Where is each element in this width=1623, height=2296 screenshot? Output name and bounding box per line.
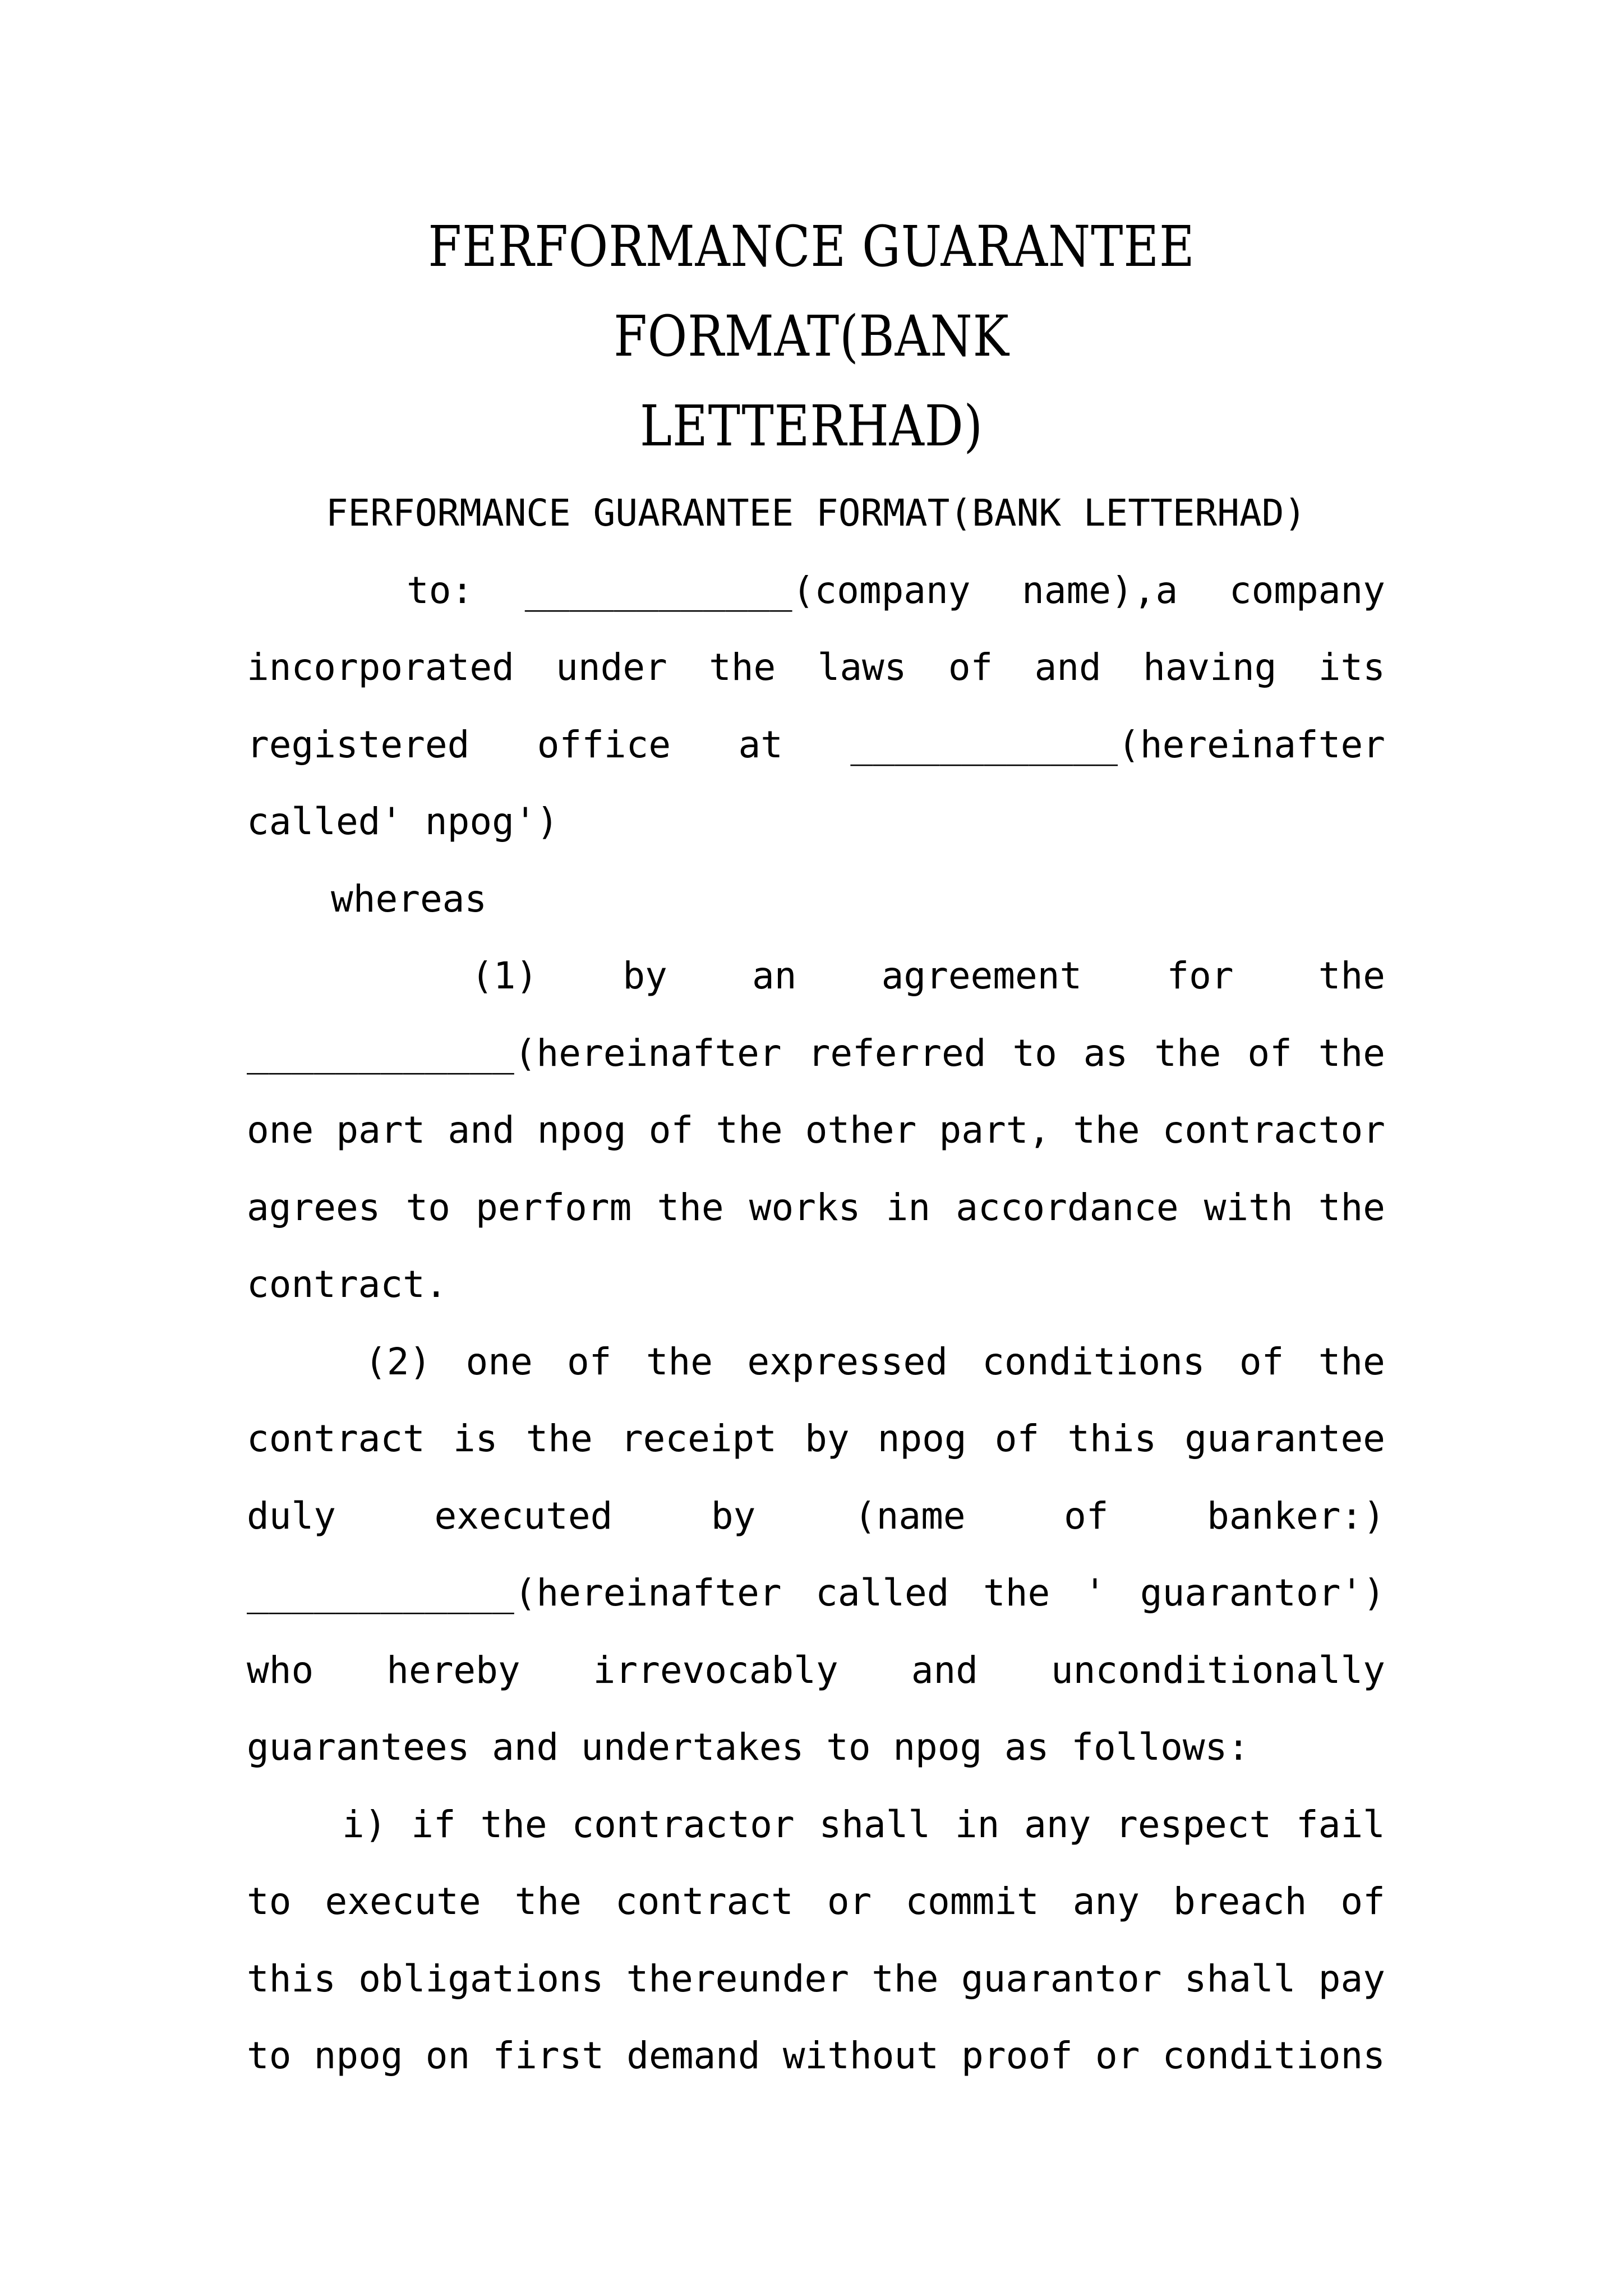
text-word: conditions <box>982 1340 1205 1383</box>
text-word: is <box>453 1417 498 1460</box>
text-word: guarantees and undertakes to npog as follows: <box>247 1726 1250 1769</box>
text-word: by <box>623 954 667 997</box>
text-word: the <box>1318 1340 1385 1383</box>
text-word: the <box>645 1340 713 1383</box>
text-word: by <box>711 1494 756 1538</box>
text-line <box>247 937 1385 1015</box>
text-word: expressed <box>747 1340 948 1383</box>
text-word: commit <box>905 1880 1039 1923</box>
text-word: called' npog') <box>247 800 559 843</box>
text-line <box>247 783 1385 861</box>
text-word: ____________(hereinafter <box>850 723 1385 766</box>
text-word: of <box>1239 1340 1284 1383</box>
text-word: in <box>886 1185 931 1229</box>
text-word: and <box>448 1108 515 1152</box>
text-word: breach <box>1173 1880 1307 1923</box>
text-word: with <box>1204 1185 1293 1229</box>
text-word: called <box>815 1571 949 1614</box>
text-line <box>247 1092 1385 1169</box>
text-word: ____________(hereinafter <box>247 1031 782 1075</box>
text-word: pay <box>1318 1957 1385 2000</box>
text-word: office <box>537 723 671 766</box>
text-word: the <box>716 1108 783 1152</box>
text-line <box>247 1709 1385 1786</box>
text-line <box>247 1786 1385 1864</box>
text-word: duly <box>247 1494 336 1538</box>
text-word: the <box>480 1802 547 1846</box>
text-word: this <box>1067 1417 1157 1460</box>
title-line-2: LETTERHAD) <box>640 393 983 459</box>
text-word: banker:) <box>1207 1494 1385 1538</box>
text-word: to <box>247 1880 292 1923</box>
text-word: contractor <box>1162 1108 1385 1152</box>
text-word: to: <box>407 568 474 612</box>
text-word: FERFORMANCE GUARANTEE FORMAT(BANK LETTERHAD) <box>325 491 1307 535</box>
text-word: contract <box>247 1417 425 1460</box>
text-line <box>247 1400 1385 1478</box>
text-word: the <box>1318 1185 1385 1229</box>
text-word: the <box>657 1185 724 1229</box>
text-word: of <box>1340 1880 1385 1923</box>
text-line <box>247 1015 1385 1092</box>
document-title <box>326 202 1297 471</box>
text-line <box>247 861 1385 938</box>
text-word: or <box>1095 2034 1140 2077</box>
text-word: to <box>247 2034 292 2077</box>
text-word: company <box>1229 568 1385 612</box>
text-word: part <box>336 1108 426 1152</box>
text-word: any <box>1024 1802 1091 1846</box>
text-word: unconditionally <box>1050 1648 1385 1692</box>
text-word: referred <box>808 1031 986 1075</box>
text-word: of <box>567 1340 612 1383</box>
text-word: an <box>751 954 797 997</box>
text-word: contractor <box>571 1802 795 1846</box>
text-word: under <box>556 646 667 689</box>
text-word: agrees <box>247 1185 381 1229</box>
document-body <box>247 475 1385 2095</box>
text-word: proof <box>961 2034 1073 2077</box>
text-line <box>247 1478 1385 1555</box>
text-line <box>247 1632 1385 1709</box>
text-word: registered <box>247 723 470 766</box>
text-word: incorporated <box>247 646 514 689</box>
title-line-1: FERFORMANCE GUARANTEE FORMAT(BANK <box>428 214 1195 369</box>
text-word: respect <box>1115 1802 1272 1846</box>
text-line <box>247 2017 1385 2095</box>
text-word: npog <box>877 1417 967 1460</box>
text-line <box>247 475 1385 552</box>
text-word: of <box>994 1417 1040 1460</box>
text-word: of <box>948 646 993 689</box>
text-word: or <box>827 1880 872 1923</box>
text-line <box>247 1554 1385 1632</box>
text-word: the <box>983 1571 1050 1614</box>
text-word: executed <box>434 1494 613 1538</box>
text-word: in <box>955 1802 1000 1846</box>
text-word: works <box>749 1185 861 1229</box>
text-word: laws <box>817 646 907 689</box>
text-word: and <box>911 1648 978 1692</box>
text-word: without <box>782 2034 939 2077</box>
text-line <box>247 1169 1385 1246</box>
text-word: at <box>738 723 783 766</box>
text-word: other <box>805 1108 917 1152</box>
text-word: contract. <box>247 1263 448 1306</box>
text-line <box>247 706 1385 784</box>
text-word: obligations <box>358 1957 604 2000</box>
text-word: who <box>247 1648 314 1692</box>
text-word: the <box>1318 954 1385 997</box>
text-word: the <box>1318 1031 1385 1075</box>
text-word: one <box>465 1340 533 1383</box>
text-word: to <box>1012 1031 1057 1075</box>
text-word: having <box>1143 646 1277 689</box>
text-word: conditions <box>1162 2034 1385 2077</box>
text-word: first <box>492 2034 605 2077</box>
text-word: to <box>405 1185 451 1229</box>
text-word: perform <box>476 1185 632 1229</box>
text-word: shall <box>1184 1957 1296 2000</box>
text-word: hereby <box>386 1648 520 1692</box>
text-word: (name <box>854 1494 966 1538</box>
text-word: shall <box>819 1802 931 1846</box>
text-word: the <box>1073 1108 1140 1152</box>
text-word: irrevocably <box>593 1648 838 1692</box>
text-word: (1) <box>471 954 538 997</box>
text-word: and <box>1034 646 1101 689</box>
text-word: any <box>1072 1880 1140 1923</box>
text-word: guarantor <box>961 1957 1162 2000</box>
text-word: (2) <box>365 1340 432 1383</box>
text-word: the <box>525 1417 593 1460</box>
text-word: ____________(hereinafter <box>247 1571 782 1614</box>
text-word: thereunder <box>626 1957 849 2000</box>
text-word: accordance <box>956 1185 1179 1229</box>
text-word: i) <box>342 1802 387 1846</box>
text-word: the <box>709 646 776 689</box>
text-word: the <box>872 1957 939 2000</box>
text-word: npog <box>537 1108 626 1152</box>
text-word: of <box>1064 1494 1109 1538</box>
text-word: of <box>648 1108 694 1152</box>
text-word: ' <box>1083 1571 1106 1614</box>
text-word: execute <box>325 1880 481 1923</box>
text-word: for <box>1166 954 1234 997</box>
text-word: demand <box>626 2034 760 2077</box>
text-word: whereas <box>331 877 487 921</box>
text-word: the <box>514 1880 582 1923</box>
text-word: guarantor') <box>1140 1571 1385 1614</box>
text-word: of <box>1247 1031 1292 1075</box>
text-line <box>247 552 1385 629</box>
text-word: npog <box>313 2034 403 2077</box>
text-word: fail <box>1295 1802 1385 1846</box>
text-line <box>247 1863 1385 1940</box>
text-line <box>247 1246 1385 1323</box>
text-word: part, <box>939 1108 1051 1152</box>
text-word: by <box>805 1417 850 1460</box>
text-line <box>247 1940 1385 2018</box>
text-word: the <box>1154 1031 1221 1075</box>
text-word: ____________(company <box>524 568 971 612</box>
text-word: receipt <box>620 1417 777 1460</box>
text-word: on <box>425 2034 471 2077</box>
text-word: as <box>1083 1031 1128 1075</box>
text-word: its <box>1318 646 1385 689</box>
text-word: guarantee <box>1184 1417 1385 1460</box>
text-word: name),a <box>1022 568 1178 612</box>
text-word: contract <box>615 1880 794 1923</box>
text-word: one <box>247 1108 314 1152</box>
text-line <box>247 629 1385 706</box>
text-word: agreement <box>881 954 1082 997</box>
text-word: if <box>411 1802 456 1846</box>
text-word: this <box>247 1957 336 2000</box>
text-line <box>247 1323 1385 1401</box>
